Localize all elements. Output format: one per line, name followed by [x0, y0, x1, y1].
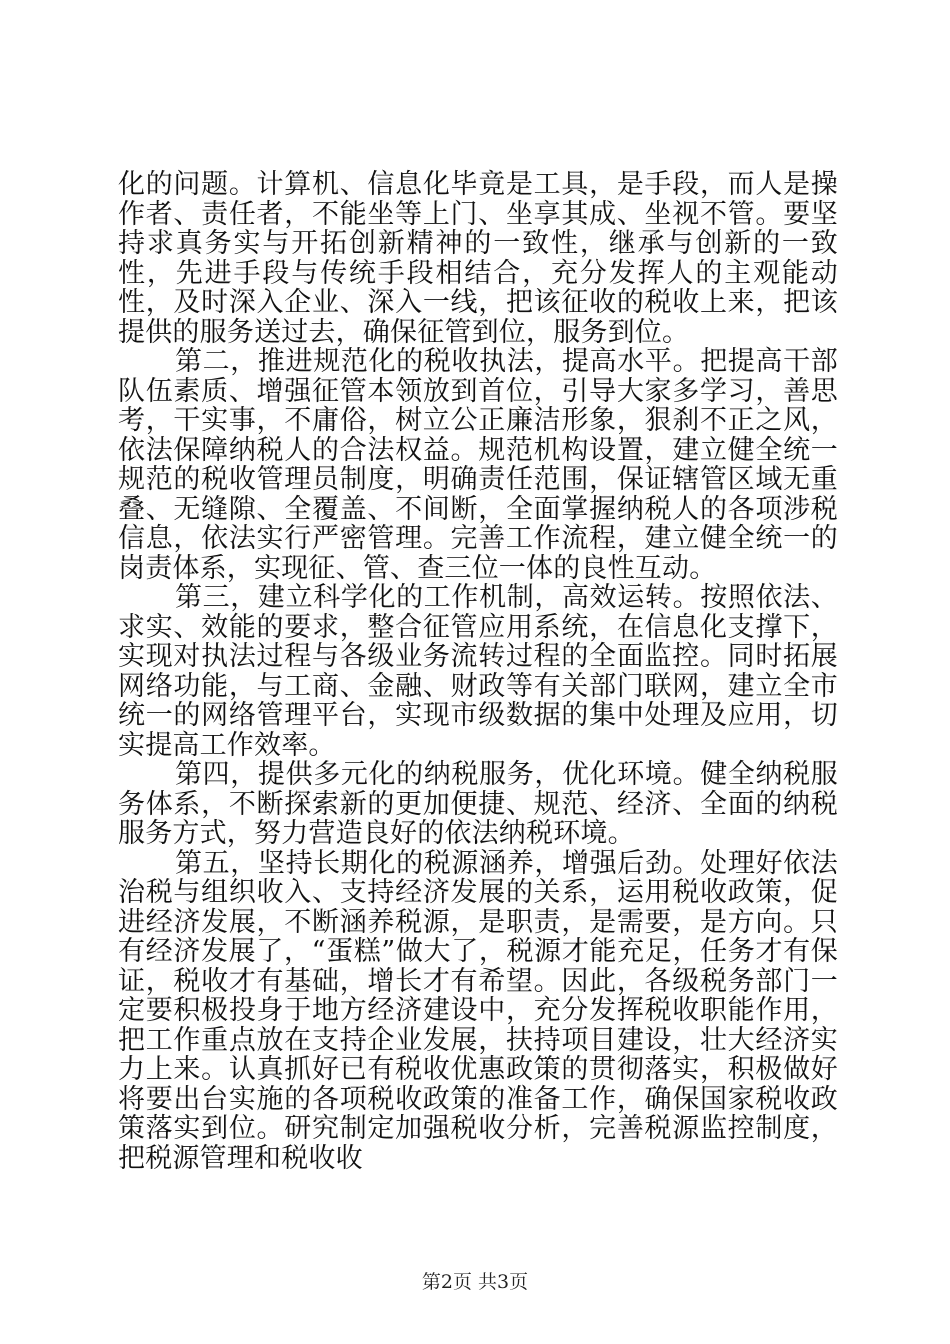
document-body [118, 170, 838, 1173]
paragraph-third-point: 第三，建立科学化的工作机制，高效运转。按照依法、求实、效能的要求，整合征管应用系统，在信息化支撑下，实现对执法过程与各级业务流转过程的全面监控。同时拓展网络功能，与工商、金融、财政等有关部门联网，建立全市统一的网络管理平台，实现市级数据的集中处理及应用，切实提高工作效率。 [118, 582, 838, 761]
paragraph-fifth-point: 第五，坚持长期化的税源涵养，增强后劲。处理好依法治税与组织收入、支持经济发展的关系，运用税收政策，促进经济发展，不断涵养税源，是职责，是需要，是方向。只有经济发展了，“蛋糕”做大了，税源才能充足，任务才有保证，税收才有基础，增长才有希望。因此，各级税务部门一定要积极投身于地方经济建设中，充分发挥税收职能作用，把工作重点放在支持企业发展，扶持项目建设，壮大经济实力上来。认真抓好已有税收优惠政策的贯彻落实，积极做好将要出台实施的各项税收政策的准备工作，确保国家税收政策落实到位。研究制定加强税收分析，完善税源监控制度，把税源管理和税收收 [118, 847, 838, 1174]
page-footer: 第2页 共3页 [421, 1271, 529, 1293]
paragraph-continuation: 化的问题。计算机、信息化毕竟是工具，是手段，而人是操作者、责任者，不能坐等上门、坐享其成、坐视不管。要坚持求真务实与开拓创新精神的一致性，继承与创新的一致性，先进手段与传统手段相结合，充分发挥人的主观能动性，及时深入企业、深入一线，把该征收的税收上来，把该提供的服务送过去，确保征管到位，服务到位。 [118, 169, 838, 348]
paragraph-second-point: 第二，推进规范化的税收执法，提高水平。把提高干部队伍素质、增强征管本领放到首位，引导大家多学习，善思考，干实事，不庸俗，树立公正廉洁形象，狠刹不正之风，依法保障纳税人的合法权益。规范机构设置，建立健全统一规范的税收管理员制度，明确责任范围，保证辖管区域无重叠、无缝隙、全覆盖、不间断，全面掌握纳税人的各项涉税信息，依法实行严密管理。完善工作流程，建立健全统一的岗责体系，实现征、管、查三位一体的良性互动。 [118, 346, 838, 584]
paragraph-fourth-point: 第四，提供多元化的纳税服务，优化环境。健全纳税服务体系，不断探索新的更加便捷、规范、经济、全面的纳税服务方式，努力营造良好的依法纳税环境。 [118, 759, 838, 849]
